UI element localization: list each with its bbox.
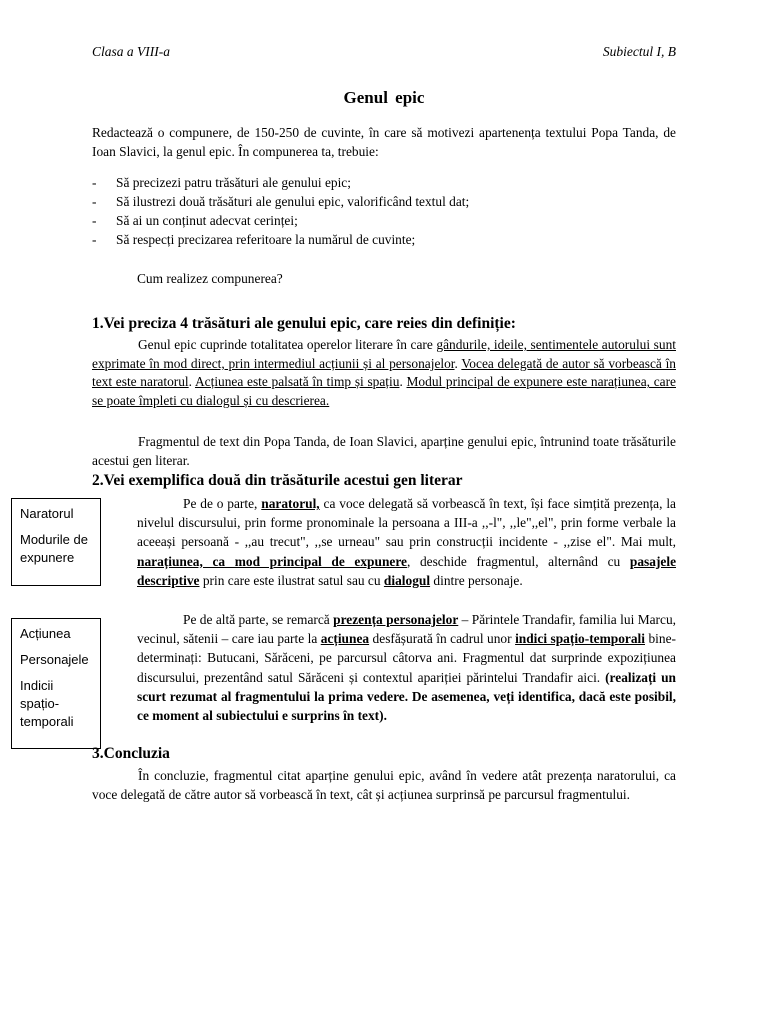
requirements-list xyxy=(92,173,676,249)
note-item: Naratorul xyxy=(20,506,74,521)
list-item: - Să precizezi patru trăsături ale genului epic; xyxy=(92,175,351,190)
header-class-label: Clasa a VIII-a xyxy=(92,44,170,59)
guiding-question: Cum realizez compunerea? xyxy=(137,271,283,286)
note-item: Indicii spațio-temporali xyxy=(20,678,74,729)
list-item: - Să ilustrezi două trăsături ale genului epic, valorificând textul dat; xyxy=(92,194,470,209)
section3-paragraph: În concluzie, fragmentul citat aparține genului epic, având în vedere atât prezența naratorului, ca voce delegată de către autor să vorbească în text, cât și acțiunea surprinsă pe parcursul fragmentului. xyxy=(92,768,676,802)
page-title: Genul epic xyxy=(343,88,425,107)
section1-definition-paragraph: Genul epic cuprinde totalitatea operelor literare în care gândurile, ideile, sentimentele autorului sunt exprimate în mod direct, prin intermediul acțiunii și al personajelor. Vocea delegată de autor să vorbească în text este naratorul. Acțiunea este palsată în timp și spațiu. Modul principal de expunere este narațiunea, care se poate împleti cu dialogul și cu descrierea. xyxy=(92,337,676,409)
margin-note-action xyxy=(11,618,101,749)
list-item: - Să ai un conținut adecvat cerinței; xyxy=(92,213,298,228)
section2-heading: 2.Vei exemplifica două din trăsăturile acestui gen literar xyxy=(92,472,463,489)
list-item: - Să respecți precizarea referitoare la numărul de cuvinte; xyxy=(92,232,416,247)
section2-characters-paragraph: Pe de altă parte, se remarcă prezența personajelor – Părintele Trandafir, familia lui Marcu, vecinul, sătenii – care iau parte la acțiunea desfășurată în cadrul unor indici spațio-temporali bine-determinați: Butucani, Sărăceni, pe parcursul câtorva ani. Fragmentul dat surprinde expozițiunea discursului, prezentând satul Sărăceni și contextul apariției părintelui Trandafir aici. (realizați un scurt rezumat al fragmentului la prima vedere. De asemenea, veți identifica, dacă este posibil, ce moment al subiectului e surprins în text). xyxy=(137,612,676,724)
header-subject-label: Subiectul I, B xyxy=(602,44,676,59)
intro-paragraph: Redactează o compunere, de 150-250 de cuvinte, în care să motivezi apartenența textului Popa Tanda, de Ioan Slavici, la genul epic. În compunerea ta, trebuie: xyxy=(92,125,676,159)
section1-heading: 1.Vei preciza 4 trăsături ale genului epic, care reies din definiție: xyxy=(92,315,516,332)
section3-heading: 3.Concluzia xyxy=(92,745,170,762)
section2-narrator-paragraph: Pe de o parte, naratorul, ca voce delegată să vorbească în text, își face simțită prezența, la nivelul discursului, prin forme pronominale la persoana a III-a ,,-l", ,,le",,el", prin forme verbale la aceeași persoană - ,,au trecut", ,,se urneau" sau prin construcții incidente - ,,zise el". Mai mult, narațiunea, ca mod principal de expunere, deschide fragmentul, alternând cu pasajele descriptive prin care este ilustrat satul sau cu dialogul dintre personaje. xyxy=(137,496,677,588)
note-item: Modurile de expunere xyxy=(20,532,88,565)
note-item: Personajele xyxy=(20,652,89,667)
note-item: Acțiunea xyxy=(20,626,71,641)
section1-conclusion-paragraph: Fragmentul de text din Popa Tanda, de Ioan Slavici, aparține genului epic, întrunind toate trăsăturile acestui gen literar. xyxy=(92,434,676,468)
margin-note-narrator xyxy=(11,498,101,586)
